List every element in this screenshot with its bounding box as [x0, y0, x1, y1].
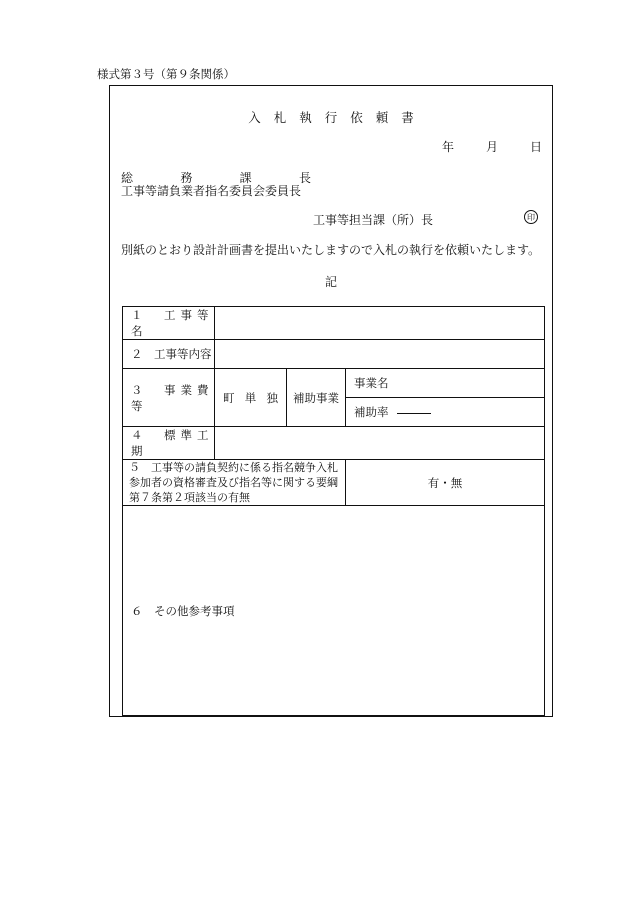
subsidy-rate-cell[interactable]	[346, 398, 545, 427]
addressee-char: 長	[298, 171, 311, 185]
table-row	[123, 427, 545, 460]
form-title: 入札執行依頼書	[248, 110, 427, 125]
table-row	[123, 307, 545, 340]
addressee-committee: 工事等請負業者指名委員会委員長	[121, 184, 302, 198]
construction-name-field[interactable]	[215, 307, 545, 340]
table-row	[123, 369, 545, 398]
addressee-char: 課	[239, 171, 252, 185]
option-char: 町	[223, 390, 235, 405]
ki-heading: 記	[324, 275, 337, 289]
construction-name-label: １ 工事等名	[123, 307, 215, 340]
addressee-char: 務	[180, 171, 193, 185]
eligibility-yes-no[interactable]: 有・無	[346, 460, 545, 506]
standard-period-field[interactable]	[215, 427, 545, 460]
option-char: 独	[266, 390, 278, 405]
table-row	[123, 506, 545, 716]
table-row	[123, 460, 545, 506]
table-row	[123, 340, 545, 369]
date-line	[442, 138, 542, 155]
construction-content-field[interactable]	[215, 340, 545, 369]
other-reference-cell[interactable]	[123, 506, 545, 716]
subsidy-project-option[interactable]: 補助事業	[287, 369, 346, 427]
form-number: 様式第３号（第９条関係）	[97, 67, 235, 81]
project-name-label: 事業名	[354, 376, 389, 390]
date-month: 月	[485, 140, 498, 154]
form-frame	[109, 85, 553, 717]
sender: 工事等担当課（所）長	[313, 213, 434, 227]
option-char: 単	[244, 390, 257, 405]
project-cost-label: ３ 事業費等	[123, 369, 215, 427]
town-independent-option[interactable]	[215, 369, 287, 427]
construction-content-label: ２ 工事等内容	[123, 340, 215, 369]
seal-mark: 印	[524, 210, 538, 224]
date-day: 日	[529, 140, 542, 154]
standard-period-label: ４ 標準工期	[123, 427, 215, 460]
request-text: 別紙のとおり設計計画書を提出いたしますので入札の執行を依頼いたします。	[121, 243, 541, 257]
date-year: 年	[442, 140, 455, 154]
project-name-cell[interactable]	[346, 369, 545, 398]
items-table	[122, 306, 545, 716]
eligibility-label: ５ 工事等の請負契約に係る指名競争入札参加者の資格審査及び指名等に関する要綱第７条第２項該当の有無	[123, 460, 346, 506]
rate-dash	[397, 413, 431, 414]
other-reference-label: ６ その他参考事項	[131, 603, 235, 618]
subsidy-rate-label: 補助率	[354, 405, 389, 419]
addressee-char: 総	[121, 171, 134, 185]
